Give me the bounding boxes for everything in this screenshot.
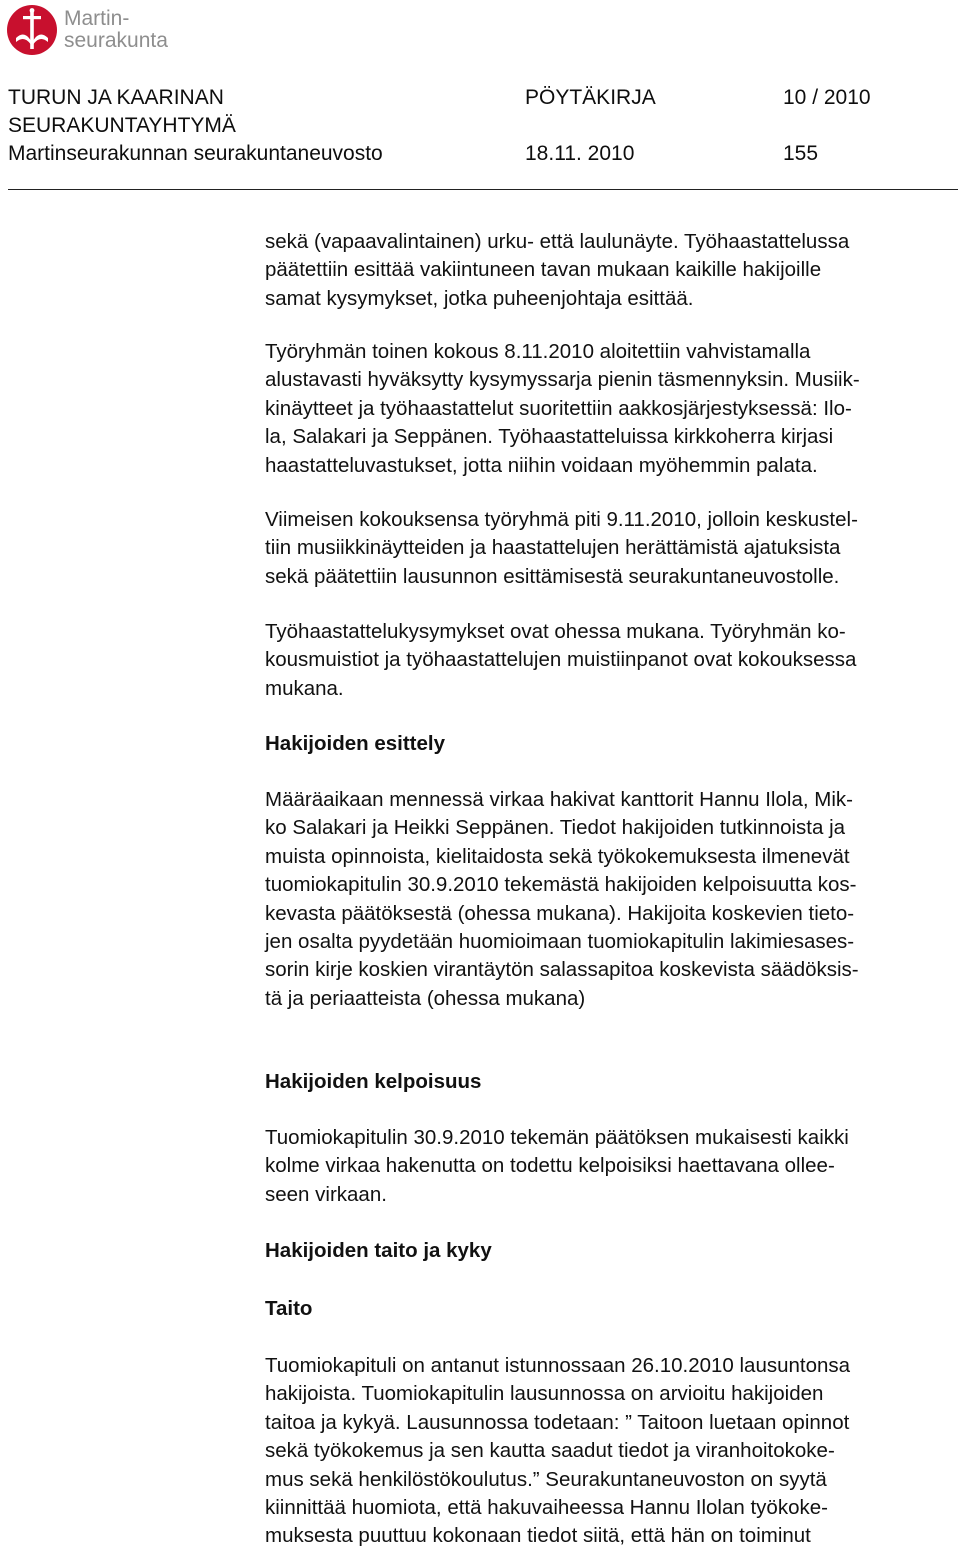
text-line: Tuomiokapitulin 30.9.2010 tekemän päätöksen mukaisesti kaikki — [265, 1126, 849, 1149]
text-line: tiin musiikkinäytteiden ja haastattelujen herättämistä ajatuksista — [265, 536, 841, 560]
heading-skill-and-ability: Hakijoiden taito ja kyky — [265, 1239, 492, 1262]
paragraph-skill — [265, 1352, 955, 1551]
text-line: Tuomiokapituli on antanut istunnossaan 26.10.2010 lausuntonsa — [265, 1354, 851, 1377]
text-line: kousmuistiot ja työhaastattelujen muistiinpanot ovat kokouksessa — [265, 648, 857, 672]
text-line: Määräaikaan mennessä virkaa hakivat kanttorit Hannu Ilola, Mik- — [265, 788, 853, 811]
text-line: haastatteluvastukset, jotta niihin voidaan myöhemmin palata. — [265, 453, 818, 477]
org-name-line-1: TURUN JA KAARINAN — [8, 86, 224, 109]
page-number: 155 — [783, 142, 819, 165]
logo-wordmark — [64, 8, 168, 52]
text-line: päätettiin esittää vakiintuneen tavan mukaan kaikille hakijoille — [265, 258, 822, 282]
text-line: kiinnittää huomiota, että hakuvaiheessa Hannu Ilolan työkoke- — [265, 1496, 828, 1520]
text-line: Viimeisen kokouksensa työryhmä piti 9.11.2010, jolloin keskustel- — [265, 508, 858, 531]
org-name-line-2: SEURAKUNTAYHTYMÄ — [8, 114, 236, 137]
document-type: PÖYTÄKIRJA — [525, 86, 656, 109]
text-line: taitoa ja kykyä. Lausunnossa todetaan: ” Taitoon luetaan opinnot — [265, 1410, 850, 1434]
header-divider — [8, 189, 958, 190]
text-line: alustavasti hyväksytty kysymyssarja pienin täsmennyksin. Musiik- — [265, 368, 860, 392]
text-line: Työryhmän toinen kokous 8.11.2010 aloitettiin vahvistamalla — [265, 340, 811, 363]
organization-logo — [6, 4, 168, 56]
text-line: seen virkaan. — [265, 1182, 387, 1206]
text-line: muista opinnoista, kielitaidosta sekä työkokemuksesta ilmenevät — [265, 844, 850, 868]
text-line: muksesta puuttuu kokonaan tiedot siitä, että hän on toiminut — [265, 1524, 811, 1548]
heading-applicants: Hakijoiden esittely — [265, 732, 446, 755]
meeting-body-name: Martinseurakunnan seurakuntaneuvosto — [8, 142, 383, 165]
logo-line-2: seurakunta — [64, 29, 168, 52]
paragraph-last-meeting — [265, 506, 955, 591]
text-line: samat kysymykset, jotka puheenjohtaja esittää. — [265, 286, 694, 310]
heading-skill: Taito — [265, 1297, 313, 1320]
text-line: kolme virkaa hakenutta on todettu kelpoisiksi haettavana ollee- — [265, 1154, 835, 1178]
text-line: sorin kirje koskien virantäytön salassapitoa koskevista säädöksis- — [265, 958, 859, 982]
text-line: la, Salakari ja Seppänen. Työhaastatteluissa kirkkoherra kirjasi — [265, 425, 834, 449]
paragraph-second-meeting — [265, 338, 955, 480]
text-line: jen osalta pyydetään huomioimaan tuomiokapitulin lakimiesases- — [265, 930, 855, 954]
meeting-date: 18.11. 2010 — [525, 142, 635, 165]
text-line: tä ja periaatteista (ohessa mukana) — [265, 986, 586, 1010]
text-line: Työhaastattelukysymykset ovat ohessa mukana. Työryhmän ko- — [265, 620, 846, 643]
meeting-number: 10 / 2010 — [783, 86, 871, 109]
text-line: hakijoista. Tuomiokapitulin lausunnossa on arvioitu hakijoiden — [265, 1382, 824, 1406]
text-line: sekä päätettiin lausunnon esittämisestä seurakuntaneuvostolle. — [265, 564, 840, 588]
paragraph-applicants — [265, 786, 955, 1013]
text-line: sekä (vapaavalintainen) urku- että laulunäyte. Työhaastattelussa — [265, 230, 850, 253]
paragraph-music-samples — [265, 228, 955, 313]
text-line: mus sekä henkilöstökoulutus.” Seurakuntaneuvoston on syytä — [265, 1467, 827, 1491]
heading-eligibility: Hakijoiden kelpoisuus — [265, 1070, 482, 1093]
text-line: mukana. — [265, 676, 344, 700]
text-line: kevasta päätöksestä (ohessa mukana). Hakijoita koskevien tieto- — [265, 901, 855, 925]
text-line: tuomiokapitulin 30.9.2010 tekemästä hakijoiden kelpoisuutta kos- — [265, 873, 857, 897]
paragraph-attachments — [265, 618, 955, 703]
text-line: kinäytteet ja työhaastattelut suoritettiin aakkosjärjestyksessä: Ilo- — [265, 396, 852, 420]
logo-line-1: Martin- — [64, 7, 130, 30]
text-line: sekä työkokemus ja sen kautta saadut tiedot ja viranhoitokoke- — [265, 1439, 835, 1463]
text-line: ko Salakari ja Heikki Seppänen. Tiedot hakijoiden tutkinnoista ja — [265, 816, 846, 840]
parish-emblem-icon — [6, 4, 58, 56]
paragraph-eligibility — [265, 1124, 955, 1209]
